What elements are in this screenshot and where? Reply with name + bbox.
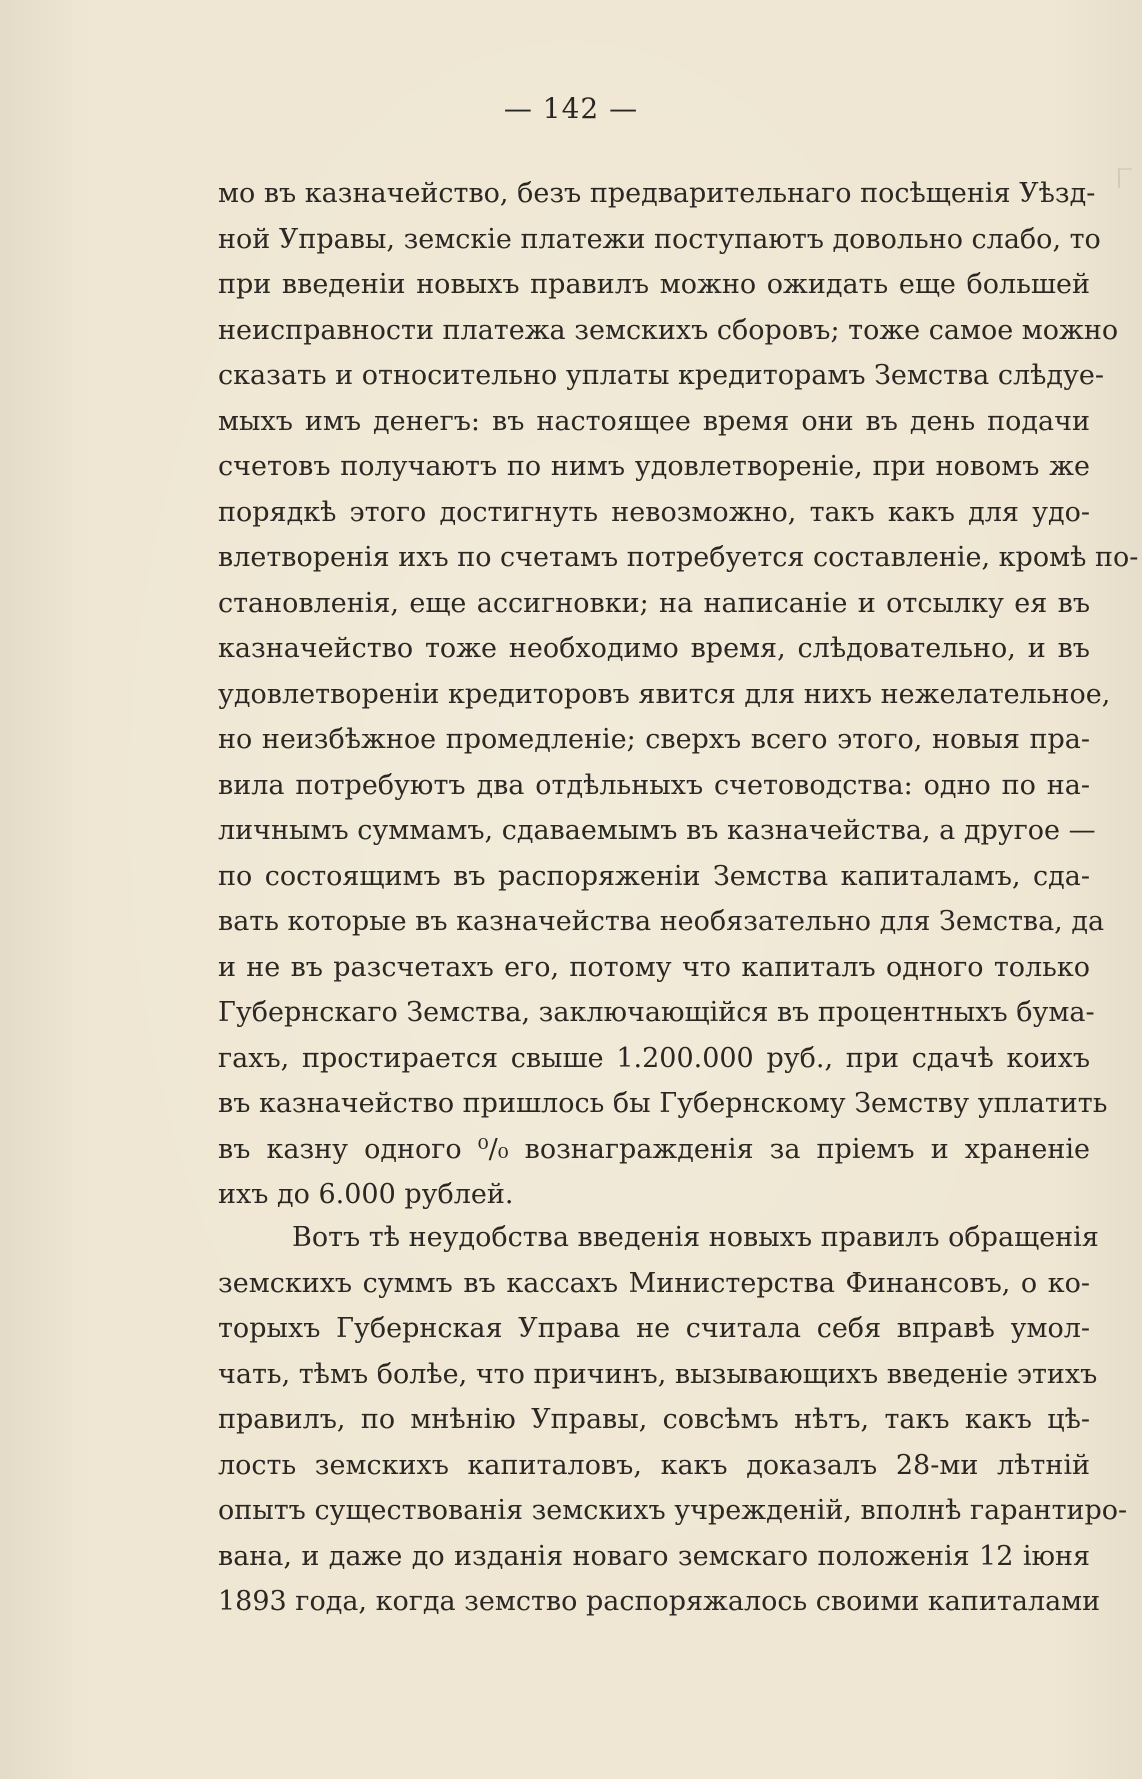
paragraph-1-line-3: при введеніи новыхъ правилъ можно ожидать еще большей: [218, 269, 1090, 300]
paragraph-1-line-7: счетовъ получаютъ по нимъ удовлетвореніе, при новомъ же: [218, 451, 1090, 482]
paragraph-1-line-2: ной Управы, земскіе платежи поступаютъ довольно слабо, то: [218, 223, 1101, 255]
paragraph-1-line-6: мыхъ имъ денегъ: въ настоящее время они въ день подачи: [218, 405, 1090, 437]
paragraph-2-line-7: опытъ существованія земскихъ учрежденій, вполнѣ гарантиро-: [218, 1495, 1128, 1526]
paragraph-1-line-1: мо въ казначейство, безъ предварительнаго посѣщенія Уѣзд-: [218, 178, 1096, 209]
paragraph-1-line-11: казначейство тоже необходимо время, слѣдовательно, и въ: [218, 633, 1090, 664]
paragraph-1-line-17: вать которые въ казначейства необязательно для Земства, да: [218, 906, 1105, 937]
paragraph-1-line-5: сказать и относительно уплаты кредиторамъ Земства слѣдуе-: [218, 360, 1105, 391]
paragraph-1-line-21: въ казначейство пришлось бы Губернскому Земству уплатить: [218, 1088, 1108, 1119]
paragraph-1-line-20: гахъ, простирается свыше 1.200.000 руб., при сдачѣ коихъ: [218, 1042, 1090, 1074]
paragraph-1: [218, 171, 1139, 1218]
paragraph-1-line-14: вила потребуютъ два отдѣльныхъ счетоводства: одно по на-: [218, 769, 1090, 801]
paragraph-1-line-9: влетворенія ихъ по счетамъ потребуется составленіе, кромѣ по-: [218, 542, 1139, 573]
paragraph-1-line-15: личнымъ суммамъ, сдаваемымъ въ казначейства, а другое —: [218, 815, 1096, 846]
paragraph-2-line-4: чать, тѣмъ болѣе, что причинъ, вызывающихъ введеніе этихъ: [218, 1358, 1098, 1390]
paragraph-1-line-19: Губернскаго Земства, заключающійся въ процентныхъ бума-: [218, 997, 1095, 1028]
paragraph-1-line-22: въ казну одного ⁰/₀ вознагражденія за пріемъ и храненіе: [218, 1133, 1090, 1165]
paragraph-1-line-23: ихъ до 6.000 рублей.: [218, 1179, 514, 1210]
paragraph-2-line-8: вана, и даже до изданія новаго земскаго положенія 12 іюня: [218, 1540, 1090, 1572]
paragraph-2-line-6: лость земскихъ капиталовъ, какъ доказалъ 28-ми лѣтній: [218, 1449, 1090, 1481]
paragraph-2-line-1: Вотъ тѣ неудобства введенія новыхъ правилъ обращенія: [292, 1222, 1099, 1253]
paper-edge-mark: [1118, 168, 1132, 188]
paragraph-2-line-5: правилъ, по мнѣнію Управы, совсѣмъ нѣтъ, такъ какъ цѣ-: [218, 1404, 1090, 1435]
paragraph-2-line-9: 1893 года, когда земство распоряжалось своими капиталами: [218, 1586, 1101, 1617]
paragraph-2-line-3: торыхъ Губернская Управа не считала себя вправѣ умол-: [218, 1313, 1090, 1344]
paragraph-1-line-13: но неизбѣжное промедленіе; сверхъ всего этого, новыя пра-: [218, 724, 1090, 755]
paragraph-1-line-4: неисправности платежа земскихъ сборовъ; тоже самое можно: [218, 314, 1119, 346]
paragraph-2-line-2: земскихъ суммъ въ кассахъ Министерства Финансовъ, о ко-: [218, 1267, 1090, 1299]
paragraph-1-line-16: по состоящимъ въ распоряженіи Земства капиталамъ, сда-: [218, 860, 1090, 892]
paragraph-1-line-8: порядкѣ этого достигнуть невозможно, такъ какъ для удо-: [218, 496, 1090, 528]
paragraph-1-line-18: и не въ разсчетахъ его, потому что капиталъ одного только: [218, 951, 1090, 983]
paragraph-2: [218, 1215, 1128, 1625]
paragraph-1-line-12: удовлетвореніи кредиторовъ явится для нихъ нежелательное,: [218, 678, 1111, 710]
page-number: — 142 —: [503, 92, 639, 125]
paragraph-1-line-10: становленія, еще ассигновки; на написаніе и отсылку ея въ: [218, 587, 1090, 619]
